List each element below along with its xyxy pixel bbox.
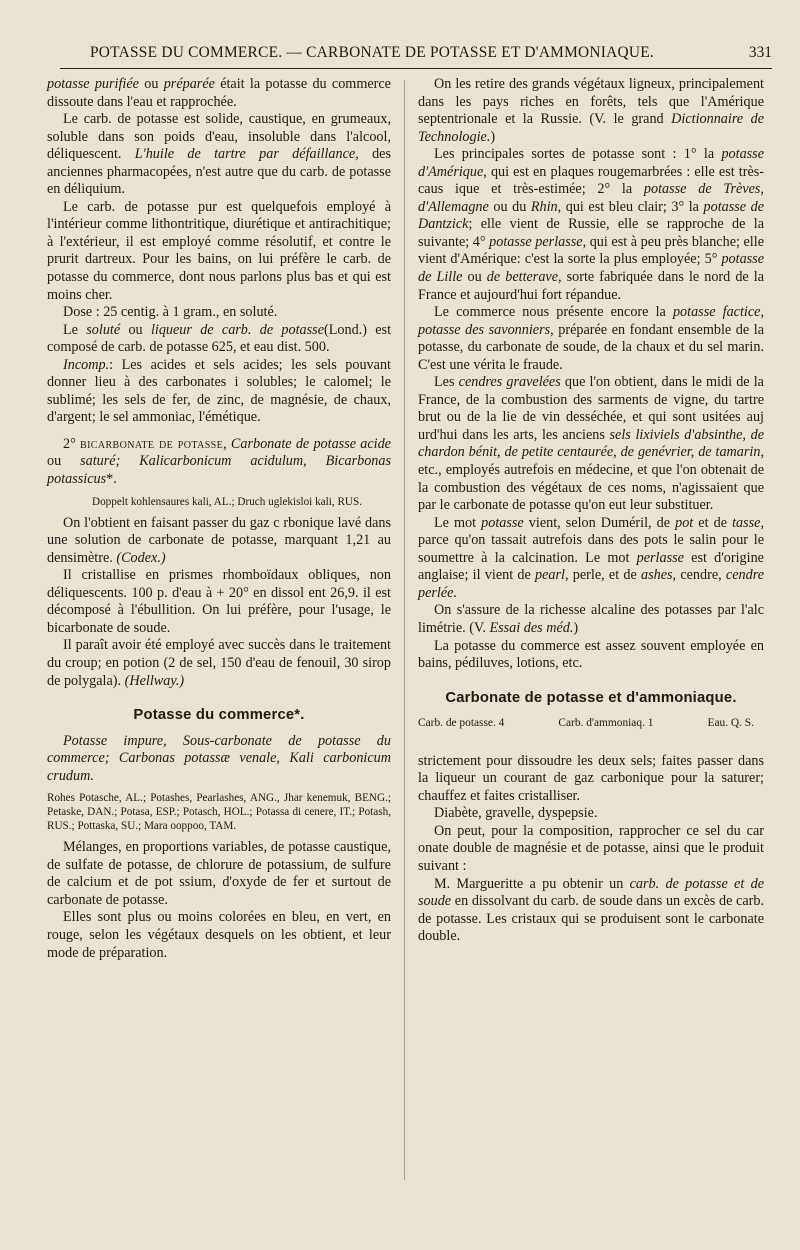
paragraph: La potasse du commerce est assez souvent employée en bains, pédiluves, lotions, etc. bbox=[418, 637, 764, 672]
text: ou bbox=[47, 453, 81, 470]
italic-term: perlasse bbox=[636, 549, 684, 566]
text: , des anciennes pharmacopées, n'est autre que du carb. de potasse en déliquium. bbox=[47, 146, 391, 198]
text: ; elle vient de Russie, elle se rapproche de la suivante; 4° bbox=[418, 216, 764, 250]
right-column bbox=[418, 76, 764, 946]
formula-item: Eau. Q. S. bbox=[707, 717, 754, 730]
paragraph bbox=[418, 515, 764, 603]
formula-item: Carb. d'ammoniaq. 1 bbox=[558, 717, 654, 730]
text: ou bbox=[120, 321, 151, 338]
text: , qui est bleu clair; 3° la bbox=[557, 198, 704, 215]
text: Le bbox=[63, 321, 87, 338]
text: ou bbox=[138, 76, 164, 92]
italic-term: potasse factice, potasse des savonniers bbox=[418, 304, 765, 338]
text: ou du bbox=[488, 198, 531, 215]
italic-term: liqueur de carb. de potasse bbox=[150, 321, 324, 338]
left-column bbox=[47, 76, 391, 962]
paragraph bbox=[418, 876, 764, 946]
smallcaps-term: bicarbonate de potasse bbox=[80, 435, 224, 452]
italic-term: (Codex.) bbox=[116, 549, 166, 566]
italic-term: potasse de Lille bbox=[418, 251, 764, 286]
synonyms-line: Rohes Potasche, AL.; Potashes, Pearlashes, ANG., Jhar kenemuk, BENG.; Petaske, DAN.; Potasa, ESP.; Potasch, HOL.; Potassa di cenere, IT.; Potash, RUS.; Pottaska, SU.; Mara ooppoo, TAM. bbox=[47, 792, 391, 833]
running-title: POTASSE DU COMMERCE. — CARBONATE DE POTASSE ET D'AMMONIAQUE. bbox=[90, 44, 654, 61]
italic-term: Rhin bbox=[530, 198, 558, 215]
paragraph bbox=[418, 304, 764, 374]
italic-term: , Carbonate de potasse acide bbox=[223, 435, 391, 452]
formula-line bbox=[418, 715, 764, 733]
text: , parce qu'on tassait autrefois dans des pots le salin pour le soumettre à la calcination. Le mot bbox=[418, 514, 764, 566]
paragraph: Le carb. de potasse pur est quelquefois employé à l'intérieur comme lithontritique, diurétique et antirachitique; à l'extérieur, il est employé comme résolutif, et contre le prurit dartreux. Pour les bains, on lui préfère le carb. de potasse du commerce, dont nous parlons plus bas et qui est moins cher. bbox=[47, 198, 391, 303]
text: , qui est à peu près blanche; elle vient d'Amérique: c'est la sorte la plus employée; 5° bbox=[418, 233, 764, 268]
paragraph bbox=[47, 76, 391, 111]
page-number: 331 bbox=[748, 44, 772, 61]
text: est d'origine anglaise; il vient de bbox=[418, 549, 764, 584]
italic-term: Incomp. bbox=[63, 356, 110, 373]
paragraph bbox=[418, 146, 764, 304]
paragraph: Diabète, gravelle, dyspepsie. bbox=[434, 805, 598, 822]
italic-term: cendres gravelées bbox=[458, 374, 561, 391]
italic-term: potasse d'Amérique bbox=[418, 146, 764, 180]
text: , sorte fabriquée dans le nord de la France et aujourd'hui fort répandue. bbox=[418, 269, 765, 303]
paragraph bbox=[47, 322, 391, 357]
text: que l'on obtient, dans le midi de la France, de la combustion des sarments de vigne, du tartre brut ou de la lie de vin desséchée, et qui sont usitées auj urd'hui dans les arts, les anciens bbox=[418, 374, 764, 443]
italic-term: potasse purifiée bbox=[47, 76, 139, 92]
text: Le mot bbox=[434, 514, 482, 531]
text: (Lond.) bbox=[324, 321, 367, 338]
text: Le carb. de potasse est solide, caustique, en grumeaux, soluble dans son poids d'eau, insoluble dans l'alcool, déliquescent. bbox=[47, 111, 391, 163]
text: est composé de carb. de potasse 625, et eau dist. 500. bbox=[47, 321, 392, 356]
text: , qui est en plaques rougemarbrées : elle est très-caus ique et très-estimée; 2° la bbox=[418, 163, 764, 198]
section-title: Carbonate de potasse et d'ammoniaque. bbox=[445, 689, 737, 706]
section-title: Potasse du commerce*. bbox=[133, 707, 305, 724]
italic-term: Essai des méd. bbox=[489, 619, 574, 636]
text: : Les acides et sels acides; les sels pouvant donner lieu à des carbonates i solubles; le calomel; le sublimé; les sels de fer, de zinc, de magnésie, de chaux, d'argent; le sel ammoniac, l'émétique. bbox=[47, 356, 391, 426]
italic-term: tasse bbox=[732, 514, 761, 531]
italic-term: saturé; Kalicarbonicum acidulum, Bicarbonas potassicus bbox=[47, 453, 392, 488]
text: M. Margueritte a pu obtenir un bbox=[434, 875, 630, 892]
paragraph bbox=[47, 515, 391, 568]
paragraph bbox=[418, 76, 764, 146]
italic-term: potasse perlasse bbox=[489, 233, 583, 250]
text: Les bbox=[434, 374, 459, 391]
italic-term: potasse de Dantzick bbox=[418, 198, 765, 233]
synonyms-line: Doppelt kohlensaures kali, AL.; Druch uglekisloi kali, RUS. bbox=[91, 495, 363, 508]
column-divider bbox=[404, 80, 405, 1180]
italic-term: sels lixiviels d'absinthe, de chardon bénit, de petite centaurée, de genévrier, de tamarin bbox=[418, 426, 764, 461]
paragraph: On peut, pour la composition, rapprocher ce sel du car onate double de magnésie et de potasse, ainsi que le produit suivant : bbox=[418, 822, 764, 874]
text: ou bbox=[462, 269, 487, 286]
paragraph bbox=[47, 733, 391, 786]
text: On l'obtient en faisant passer du gaz c rbonique lavé dans une solution de carbonate de potasse, marquant 1,21 au densimètre. bbox=[47, 514, 391, 566]
italic-term: potasse bbox=[481, 514, 524, 531]
paragraph bbox=[47, 637, 391, 690]
text: Les principales sortes de potasse sont : 1° la bbox=[434, 146, 722, 163]
paragraph bbox=[418, 374, 764, 514]
italic-term: préparée bbox=[163, 76, 215, 92]
italic-term: de betterave bbox=[486, 269, 559, 286]
italic-term: (Hellway.) bbox=[124, 672, 185, 689]
text: On s'assure de la richesse alcaline des potasses par l'alc limétrie. (V. bbox=[418, 602, 764, 636]
italic-term: Potasse impure, Sous-carbonate de potasse du commerce; Carbonas potassæ venale, Kali carbonicum crudum. bbox=[47, 732, 391, 784]
italic-term: ashes bbox=[641, 567, 673, 584]
text: , préparée en fondant ensemble de la potasse, du carbonate de soude, de la chaux et du sel marin. C'est une vérita le fraude. bbox=[418, 321, 764, 373]
italic-term: Dictionnaire de Technologie. bbox=[418, 111, 765, 145]
text: , cendre, bbox=[672, 567, 726, 584]
running-header bbox=[60, 44, 772, 69]
italic-term: carb. de potasse et de soude bbox=[418, 875, 764, 910]
dose-line: Dose : 25 centig. à 1 gram., en soluté. bbox=[63, 304, 278, 321]
paragraph: Mélanges, en proportions variables, de potasse caustique, de sulfate de potasse, de chlorure de potassium, de sulfure de calcium et de pot ssium, d'oxyde de fer et surtout de carbonate de potasse. bbox=[47, 839, 391, 908]
text: Il paraît avoir été employé avec succès dans le traitement du croup; en potion (2 de sel, 150 d'eau de fenouil, 30 sirop de polygala). bbox=[47, 637, 391, 689]
section-heading bbox=[47, 436, 391, 489]
text: vient, selon Duméril, de bbox=[523, 514, 676, 531]
text: , etc., employés autrefois en médecine, et que l'on obtenait de la combustion des végétaux de ces noms, n'agissaient que par le carbonate de potasse qu'on eut leur substituer. bbox=[418, 444, 764, 514]
italic-term: pearl bbox=[535, 567, 565, 584]
text: et de bbox=[693, 514, 733, 531]
paragraph: strictement pour dissoudre les deux sels; faites passer dans la liqueur un courant de gaz carbonique pour la saturer; chauffez et faites cristalliser. bbox=[418, 752, 764, 804]
text: *. bbox=[106, 471, 117, 488]
italic-term: L'huile de tartre par défaillance bbox=[134, 146, 356, 163]
text: en dissolvant du carb. de soude dans un excès de carb. de potasse. Les cristaux qui se produisent sont le carbonate double. bbox=[418, 893, 764, 945]
paragraph: Elles sont plus ou moins colorées en bleu, en vert, en rouge, selon les végétaux desquels on les obtient, et leur mode de préparation. bbox=[47, 909, 391, 961]
paragraph bbox=[418, 602, 764, 637]
italic-term: cendre perlée. bbox=[418, 567, 764, 601]
text: 2° bbox=[63, 435, 80, 452]
text: Le commerce nous présente encore la bbox=[434, 304, 673, 321]
italic-term: soluté bbox=[86, 321, 121, 338]
paragraph: Il cristallise en prismes rhomboïdaux obliques, non déliquescents. 100 p. d'eau à + 20° en dissol ent 26,9. il est décomposé à l'ébullition. On lui préfère, pour l'usage, le bicarbonate de soude. bbox=[47, 567, 391, 636]
italic-term: potasse de Trèves, d'Allemagne bbox=[418, 181, 764, 215]
text: ) bbox=[490, 128, 496, 145]
formula-item: Carb. de potasse. 4 bbox=[418, 717, 505, 730]
text: On les retire des grands végétaux ligneux, principalement dans les pays riches en forêts, tels que l'Amérique septentrionale et la Russie. (V. le grand bbox=[418, 76, 764, 128]
text: était la potasse du commerce dissoute dans l'eau et rapprochée. bbox=[47, 76, 391, 110]
text: ) bbox=[573, 619, 579, 636]
paragraph bbox=[47, 111, 391, 199]
italic-term: pot bbox=[675, 514, 694, 531]
paragraph bbox=[47, 357, 391, 427]
text: , perle, et de bbox=[564, 567, 642, 584]
